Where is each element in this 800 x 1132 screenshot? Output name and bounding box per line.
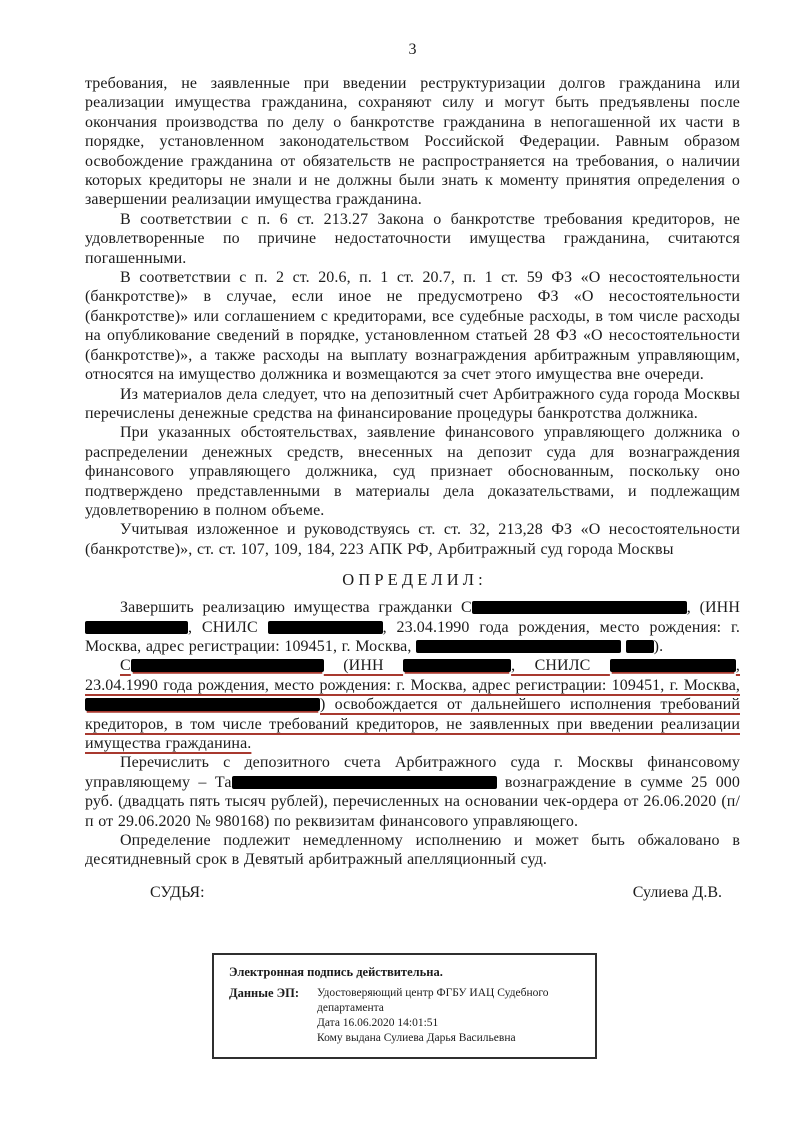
document-body xyxy=(85,74,740,1059)
paragraph-text: С xyxy=(120,657,131,675)
paragraph-text: Завершить реализацию имущества гражданки С xyxy=(120,599,472,617)
paragraph xyxy=(85,753,740,831)
redaction-bar xyxy=(626,640,654,653)
paragraph xyxy=(85,598,740,656)
paragraph-text: , 23.04.1990 года рождения, место рождения: г. Москва, адрес регистрации: 109451, г. Москва, xyxy=(85,618,740,655)
paragraph-text: , СНИЛС xyxy=(188,618,268,636)
paragraph-text: ) освобождается от дальнейшего исполнения требований кредиторов, в том числе требований кредиторов, не заявленных при введении реализации имущества гражданина. xyxy=(85,696,740,752)
redaction-bar xyxy=(268,621,383,634)
paragraph-text: ). xyxy=(653,637,664,655)
redaction-bar xyxy=(403,659,511,672)
stamp-details xyxy=(317,986,565,1046)
paragraph-text: (ИНН xyxy=(323,657,404,675)
paragraph xyxy=(85,74,740,210)
stamp-data-row xyxy=(229,986,585,1046)
paragraph-text: , (ИНН xyxy=(686,599,740,617)
resolution-paragraphs xyxy=(85,598,740,870)
paragraph xyxy=(85,520,740,559)
paragraph-text: Учитывая изложенное и руководствуясь ст. ст. 32, 213,28 ФЗ «О несостоятельности (банкротстве)», ст. ст. 107, 109, 184, 223 АПК РФ, Арбитражный суд города Москвы xyxy=(85,521,740,558)
paragraph-text: вознаграждение в сумме 25 000 руб. (двадцать пять тысяч рублей), перечисленных на основании чек-ордера от 26.06.2020 (п/п от 29.06.2020 № 980168) по реквизитам финансового управляющего. xyxy=(85,773,741,830)
signature-row xyxy=(85,883,740,902)
judge-name: Сулиева Д.В. xyxy=(632,883,722,901)
redaction-bar xyxy=(85,621,188,634)
stamp-detail-line: Кому выдана Сулиева Дарья Васильевна xyxy=(317,1031,516,1044)
redaction-bar xyxy=(85,698,320,711)
paragraph xyxy=(85,385,740,424)
paragraph-text: Перечислить с депозитного счета Арбитражного суда г. Москвы финансовому управляющему – Та xyxy=(85,754,740,791)
paragraph xyxy=(85,210,740,268)
body-paragraphs xyxy=(85,74,740,559)
stamp-validity-text: Электронная подпись действительна. xyxy=(229,964,443,979)
redaction-bar xyxy=(131,659,324,672)
page-number: 3 xyxy=(408,41,417,58)
stamp-data-label: Данные ЭП: xyxy=(229,985,300,1000)
paragraph-text: , СНИЛС xyxy=(511,657,610,675)
electronic-signature-stamp xyxy=(212,953,597,1059)
stamp-detail-line: Дата 16.06.2020 14:01:51 xyxy=(317,1016,439,1029)
paragraph xyxy=(85,831,740,870)
paragraph-text: Из материалов дела следует, что на депозитный счет Арбитражного суда города Москвы перечислены денежные средства на финансирование процедуры банкротства должника. xyxy=(85,385,740,422)
redaction-bar xyxy=(232,776,497,789)
paragraph-underlined xyxy=(85,656,740,753)
paragraph-text: В соответствии с п. 6 ст. 213.27 Закона о банкротстве требования кредиторов, не удовлетворенные по причине недостаточности имущества гражданина, считаются погашенными. xyxy=(85,210,740,267)
paragraph-text: В соответствии с п. 2 ст. 20.6, п. 1 ст. 20.7, п. 1 ст. 59 ФЗ «О несостоятельности (банкротстве)» в случае, если иное не предусмотрено ФЗ «О несостоятельности (банкротстве)» или соглашением с кредиторами, все судебные расходы, в том числе расходы на опубликование сведений в порядке, установленном статьей 28 ФЗ «О несостоятельности (банкротстве)», а также расходы на выплату вознаграждения арбитражным управляющим, относятся на имущество должника и возмещаются за счет этого имущества вне очереди. xyxy=(85,269,740,384)
redaction-bar xyxy=(472,601,687,614)
paragraph xyxy=(85,423,740,520)
paragraph-text xyxy=(621,638,626,655)
paragraph-text: требования, не заявленные при введении реструктуризации долгов гражданина или реализации имущества гражданина, сохраняют силу и могут быть предъявлены после окончания производства по делу о банкротстве гражданина в непогашенной их части в порядке, установленном законодательством Российской Федерации. Равным образом освобождение гражданина от обязательств не распространяется на требования, о наличии которых кредиторы не знали и не должны были знать к моменту принятия определения о завершении реализации имущества гражданина. xyxy=(85,75,740,209)
paragraph xyxy=(85,268,740,384)
redaction-bar xyxy=(610,659,736,672)
redaction-bar xyxy=(416,640,621,653)
paragraph-text: При указанных обстоятельствах, заявление финансового управляющего должника о распределении денежных средств, внесенных на депозит суда для вознаграждения финансового управляющего должника, суд признает обоснованным, поскольку оно подтверждено представленными в материалы дела доказательствами, и подлежащим удовлетворению в полном объеме. xyxy=(85,424,740,519)
stamp-detail-line: Удостоверяющий центр ФГБУ ИАЦ Судебного департамента xyxy=(317,986,549,1014)
paragraph-text: Определение подлежит немедленному исполнению и может быть обжаловано в десятидневный срок в Девятый арбитражный апелляционный суд. xyxy=(85,832,740,869)
resolution-heading: О П Р Е Д Е Л И Л : xyxy=(342,570,483,590)
paragraph-text: , 23.04.1990 года рождения, место рождения: г. Москва, адрес регистрации: 109451, г. Москва, xyxy=(85,657,740,694)
judge-label: СУДЬЯ: xyxy=(150,883,205,901)
